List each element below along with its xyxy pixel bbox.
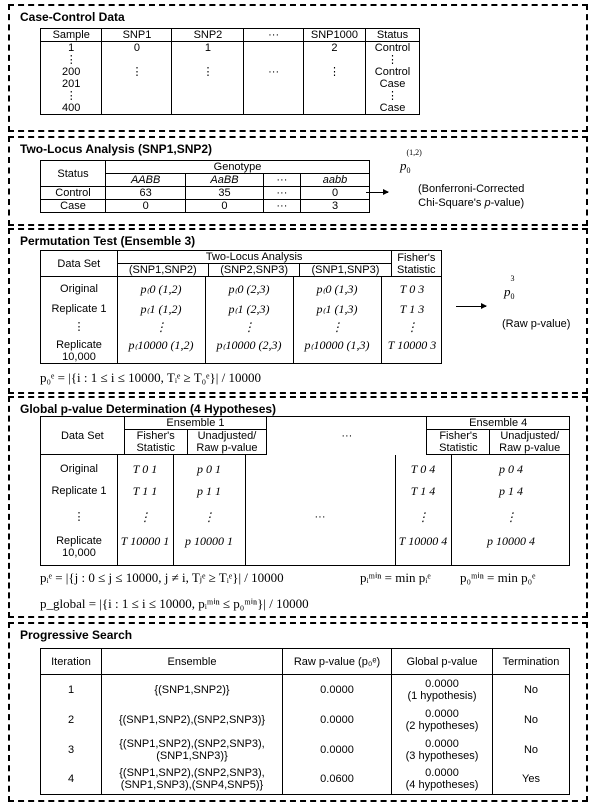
- ensemble: {(SNP1,SNP2),(SNP2,SNP3), (SNP1,SNP3)}: [102, 735, 283, 765]
- genotype-cell: AaBB: [186, 174, 263, 187]
- two-locus-panel: [8, 136, 588, 226]
- cell: 0: [301, 187, 370, 200]
- col-header: Sample: [41, 29, 102, 42]
- stat-cell: p 0 4: [499, 462, 523, 476]
- fisher-cell: ⋮: [406, 320, 418, 334]
- global-p: 0.0000 (2 hypotheses): [392, 705, 493, 735]
- raw-p-formula: p₀ᵉ = |{i : 1 ≤ i ≤ 10000, Tᵢᵉ ≥ T₀ᵉ}| / 10000: [40, 370, 261, 385]
- raw-p-note: (Raw p-value): [502, 318, 571, 330]
- iteration: 2: [41, 705, 102, 735]
- p-value-cell: ⋮: [155, 320, 167, 334]
- cell: ···: [263, 200, 300, 213]
- row-label: Replicate 1: [51, 485, 107, 497]
- stat-cell: T 0 4: [410, 462, 436, 476]
- unadj-header: Unadjusted/ Raw p-value: [490, 430, 570, 455]
- panel-title: Case-Control Data: [20, 10, 125, 24]
- cell: [244, 42, 303, 55]
- raw-p-value: p 3 $_0$: [504, 274, 515, 301]
- cell: [244, 102, 303, 115]
- p-min-formula: pᵢᵐⁱⁿ = min pᵢᵉ: [360, 570, 431, 585]
- cell: Case: [366, 102, 420, 115]
- cell: [244, 90, 303, 102]
- cell: 63: [106, 187, 186, 200]
- pair-header: (SNP1,SNP3): [300, 264, 391, 277]
- p-value-cell: p₍1 (1,2): [140, 302, 182, 316]
- termination: No: [493, 675, 570, 705]
- dots-header: ···: [267, 417, 427, 455]
- dots-cell: ···: [314, 511, 326, 523]
- permutation-table: [40, 250, 442, 364]
- row-label: Replicate 10,000: [56, 339, 102, 363]
- p-value-cell: p₍10000 (1,2): [128, 338, 194, 352]
- fisher-cell: T 10000 3: [387, 338, 437, 352]
- cell: [303, 78, 365, 90]
- cell: ⋮: [303, 66, 365, 78]
- col-header: SNP1: [102, 29, 172, 42]
- stat-cell: p 1 4: [499, 484, 523, 498]
- fisher-cell: T 0 3: [399, 282, 425, 296]
- stat-cell: p 0 1: [197, 462, 221, 476]
- termination: No: [493, 735, 570, 765]
- stat-cell: ⋮: [417, 510, 429, 524]
- cell: Control: [366, 42, 420, 55]
- cell: 400: [41, 102, 102, 115]
- cell: 1: [172, 42, 244, 55]
- cell: ⋮: [41, 90, 102, 102]
- col-header: SNP2: [172, 29, 244, 42]
- panel-title: Permutation Test (Ensemble 3): [20, 234, 196, 248]
- global-p: 0.0000 (1 hypothesis): [392, 675, 493, 705]
- cell: [102, 102, 172, 115]
- row-label: ⋮: [73, 321, 85, 333]
- cell: [303, 90, 365, 102]
- stat-cell: T 10000 4: [398, 534, 448, 548]
- stat-cell: p 10000 1: [185, 534, 233, 548]
- cell: [172, 54, 244, 66]
- cell: ⋮: [366, 54, 420, 66]
- global-table: [40, 416, 570, 566]
- col-header: Termination: [493, 649, 570, 675]
- case-control-table: [40, 28, 420, 115]
- ensemble: {(SNP1,SNP2),(SNP2,SNP3)}: [102, 705, 283, 735]
- global-p: 0.0000 (4 hypotheses): [392, 765, 493, 795]
- termination: No: [493, 705, 570, 735]
- cell: ···: [244, 66, 303, 78]
- row-label: ⋮: [73, 511, 85, 523]
- panel-title: Global p-value Determination (4 Hypotheses): [20, 402, 277, 416]
- genotype-table: [40, 160, 370, 213]
- fisher-header: Fisher's Statistic: [124, 430, 187, 455]
- global-p-panel: [8, 396, 588, 618]
- stat-cell: T 0 1: [132, 462, 158, 476]
- p-value-cell: p₍0 (1,3): [316, 282, 358, 296]
- cell: 2: [303, 42, 365, 55]
- arrow-icon: [456, 306, 486, 307]
- stat-cell: ⋮: [139, 510, 151, 524]
- ensemble: {(SNP1,SNP2)}: [102, 675, 283, 705]
- cell: 201: [41, 78, 102, 90]
- stat-cell: ⋮: [203, 510, 215, 524]
- stat-cell: ⋮: [505, 510, 517, 524]
- col-header: Iteration: [41, 649, 102, 675]
- col-header: Ensemble: [102, 649, 283, 675]
- cell: Control: [366, 66, 420, 78]
- cell: [102, 54, 172, 66]
- ensemble: {(SNP1,SNP2),(SNP2,SNP3), (SNP1,SNP3),(SNP4,SNP5)}: [102, 765, 283, 795]
- p-value-cell: p₍10000 (2,3): [216, 338, 282, 352]
- two-locus-header: Two-Locus Analysis: [117, 251, 391, 264]
- cell: ⋮: [41, 54, 102, 66]
- col-header: ···: [244, 29, 303, 42]
- col-header: Global p-value: [392, 649, 493, 675]
- fisher-cell: T 1 3: [399, 302, 425, 316]
- genotype-cell: AABB: [106, 174, 186, 187]
- panel-title: Two-Locus Analysis (SNP1,SNP2): [20, 142, 213, 156]
- genotype-cell: ···: [263, 174, 300, 187]
- stat-cell: p 10000 4: [487, 534, 535, 548]
- stat-cell: T 10000 1: [120, 534, 170, 548]
- p0-min-formula: p₀ᵐⁱⁿ = min p₀ᵉ: [460, 570, 536, 585]
- ensemble-4-header: Ensemble 4: [427, 417, 570, 430]
- unadj-header: Unadjusted/ Raw p-value: [187, 430, 267, 455]
- raw-p: 0.0000: [283, 735, 392, 765]
- cell: ⋮: [366, 90, 420, 102]
- col-header: SNP1000: [303, 29, 365, 42]
- result-p-value: p (1,2) $_0$: [400, 148, 422, 175]
- raw-p: 0.0000: [283, 675, 392, 705]
- cell: 3: [301, 200, 370, 213]
- p-value-cell: p₍1 (1,3): [316, 302, 358, 316]
- iteration: 3: [41, 735, 102, 765]
- cell: [303, 102, 365, 115]
- status-header: Status: [41, 161, 106, 187]
- data-set-header: Data Set: [41, 417, 125, 455]
- cell: [172, 90, 244, 102]
- empirical-p-formula: pᵢᵉ = |{j : 0 ≤ j ≤ 10000, j ≠ i, Tⱼᵉ ≥ Tᵢᵉ}| / 10000: [40, 570, 284, 585]
- cell: 0: [186, 200, 263, 213]
- raw-p: 0.0600: [283, 765, 392, 795]
- row-label: Original: [60, 283, 98, 295]
- grid-line: [245, 455, 246, 565]
- pair-header: (SNP1,SNP2): [117, 264, 208, 277]
- cell: [102, 90, 172, 102]
- row-label: Replicate 10,000: [56, 535, 102, 559]
- cell: ⋮: [102, 66, 172, 78]
- permutation-panel: [8, 228, 588, 394]
- cell: 200: [41, 66, 102, 78]
- genotype-header: Genotype: [106, 161, 370, 174]
- cell: [172, 78, 244, 90]
- row-label: Case: [41, 200, 106, 213]
- permutation-body: [41, 277, 442, 364]
- cell: 0: [102, 42, 172, 55]
- p-value-cell: p₍10000 (1,3): [304, 338, 370, 352]
- progressive-table: [40, 648, 570, 795]
- cell: [102, 78, 172, 90]
- panel-title: Progressive Search: [20, 628, 133, 642]
- cell: ···: [263, 187, 300, 200]
- col-header: Status: [366, 29, 420, 42]
- p-value-cell: p₍1 (2,3): [228, 302, 270, 316]
- cell: 1: [41, 42, 102, 55]
- p-value-cell: ⋮: [331, 320, 343, 334]
- global-body: [41, 455, 570, 566]
- p-value-cell: ⋮: [243, 320, 255, 334]
- iteration: 4: [41, 765, 102, 795]
- row-label: Control: [41, 187, 106, 200]
- fisher-header: Fisher's Statistic: [391, 251, 441, 277]
- cell: Case: [366, 78, 420, 90]
- termination: Yes: [493, 765, 570, 795]
- cell: 0: [106, 200, 186, 213]
- progressive-search-panel: [8, 622, 588, 802]
- stat-cell: T 1 1: [132, 484, 158, 498]
- cell: [244, 78, 303, 90]
- col-header: Raw p-value (p₀ᵉ): [283, 649, 392, 675]
- arrow-icon: [366, 192, 388, 193]
- iteration: 1: [41, 675, 102, 705]
- raw-p: 0.0000: [283, 705, 392, 735]
- cell: [303, 54, 365, 66]
- cell: ⋮: [172, 66, 244, 78]
- p-value-cell: p₍0 (2,3): [228, 282, 270, 296]
- global-p: 0.0000 (3 hypotheses): [392, 735, 493, 765]
- row-label: Original: [60, 463, 98, 475]
- stat-cell: T 1 4: [410, 484, 436, 498]
- result-note: (Bonferroni-Corrected Chi-Square's p-value): [418, 183, 525, 209]
- cell: 35: [186, 187, 263, 200]
- cell: [172, 102, 244, 115]
- pair-header: (SNP2,SNP3): [208, 264, 299, 277]
- p-value-cell: p₍0 (1,2): [140, 282, 182, 296]
- case-control-panel: [8, 4, 588, 132]
- fisher-header: Fisher's Statistic: [427, 430, 490, 455]
- stat-cell: p 1 1: [197, 484, 221, 498]
- ensemble-1-header: Ensemble 1: [124, 417, 267, 430]
- genotype-cell: aabb: [301, 174, 370, 187]
- p-global-formula: p_global = |{i : 1 ≤ i ≤ 10000, pᵢᵐⁱⁿ ≤ p₀ᵐⁱⁿ}| / 10000: [40, 596, 309, 611]
- data-set-header: Data Set: [41, 251, 118, 277]
- cell: [244, 54, 303, 66]
- row-label: Replicate 1: [51, 303, 107, 315]
